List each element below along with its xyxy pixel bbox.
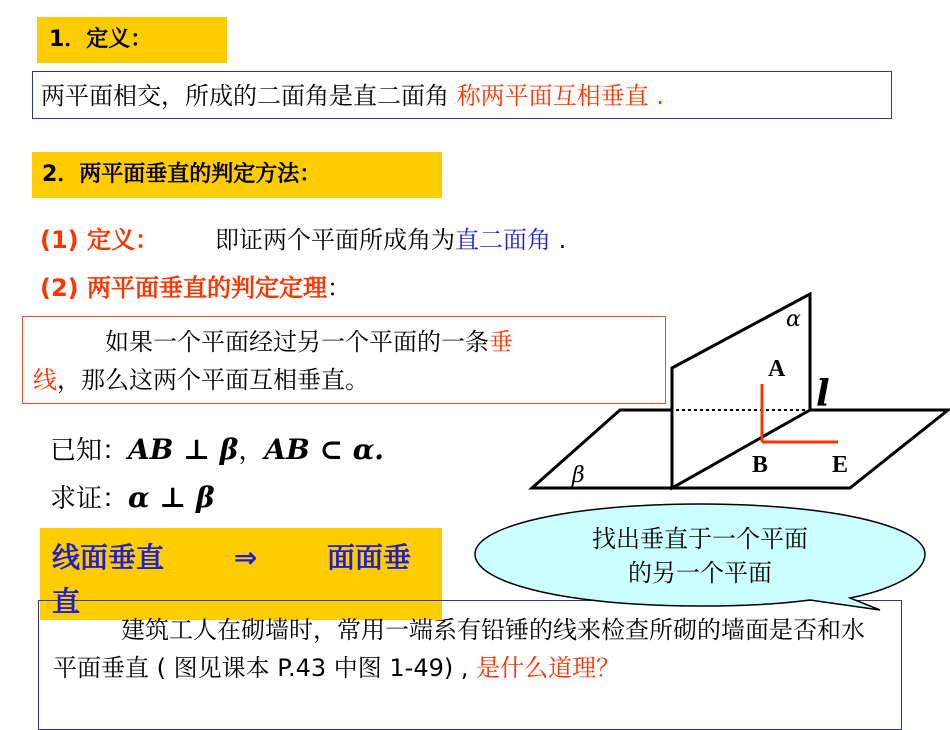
question-box bbox=[38, 600, 902, 730]
prove-expr: α ⊥ β bbox=[128, 481, 215, 514]
section2-label: 2．两平面垂直的判定方法： bbox=[32, 152, 442, 198]
given-label: 已知： bbox=[50, 436, 129, 466]
method2-label: (2) 两平面垂直的判定定理 bbox=[40, 274, 327, 302]
method1-label: (1) 定义： bbox=[40, 226, 159, 254]
theorem-part1: 如果一个平面经过另一个平面的一条 bbox=[105, 328, 489, 356]
theorem-part2: ，那么这两个平面互相垂直。 bbox=[57, 366, 369, 394]
prove-line bbox=[50, 478, 215, 519]
given-line bbox=[50, 430, 384, 471]
label-e: E bbox=[832, 452, 849, 478]
callout-line2: 的另一个平面 bbox=[628, 559, 772, 587]
method2-tail: ： bbox=[327, 274, 351, 302]
plane-diagram bbox=[520, 290, 950, 505]
section1-label: 1．定义： bbox=[37, 17, 227, 63]
method1-highlight: 直二面角 bbox=[455, 226, 551, 254]
method1-line bbox=[40, 222, 566, 258]
definition-text: 两平面相交，所成的二面角是直二面角 bbox=[41, 82, 449, 110]
method1-tail: . bbox=[551, 226, 567, 254]
question-highlight: 是什么道理？ bbox=[468, 654, 621, 682]
callout-line1: 找出垂直于一个平面 bbox=[592, 525, 808, 553]
question-text: 建筑工人在砌墙时，常用一端系有铅锤的线来检查所砌的墙面是否和水平面垂直 ( 图见课本 P.43 中图 1-49) , bbox=[53, 616, 865, 682]
method2-line bbox=[40, 270, 351, 306]
label-l: l bbox=[816, 373, 830, 415]
given-expr2: AB ⊂ α. bbox=[264, 433, 385, 466]
label-b: B bbox=[752, 452, 769, 478]
definition-box bbox=[32, 71, 892, 119]
callout-text bbox=[470, 522, 930, 590]
label-beta: β bbox=[572, 463, 585, 488]
method1-text: 即证两个平面所成角为 bbox=[215, 226, 455, 254]
prove-label: 求证： bbox=[50, 484, 129, 514]
summary-tag: 线面垂直 ⇒ 面面垂直 bbox=[40, 528, 442, 620]
label-alpha: α bbox=[786, 307, 801, 332]
given-expr1: AB ⊥ β bbox=[128, 433, 239, 466]
given-sep: ， bbox=[238, 436, 265, 466]
theorem-highlight1: 垂 bbox=[489, 328, 513, 356]
label-a: A bbox=[768, 356, 786, 382]
definition-highlight: 称两平面互相垂直 . bbox=[449, 82, 664, 110]
theorem-highlight2: 线 bbox=[33, 366, 57, 394]
